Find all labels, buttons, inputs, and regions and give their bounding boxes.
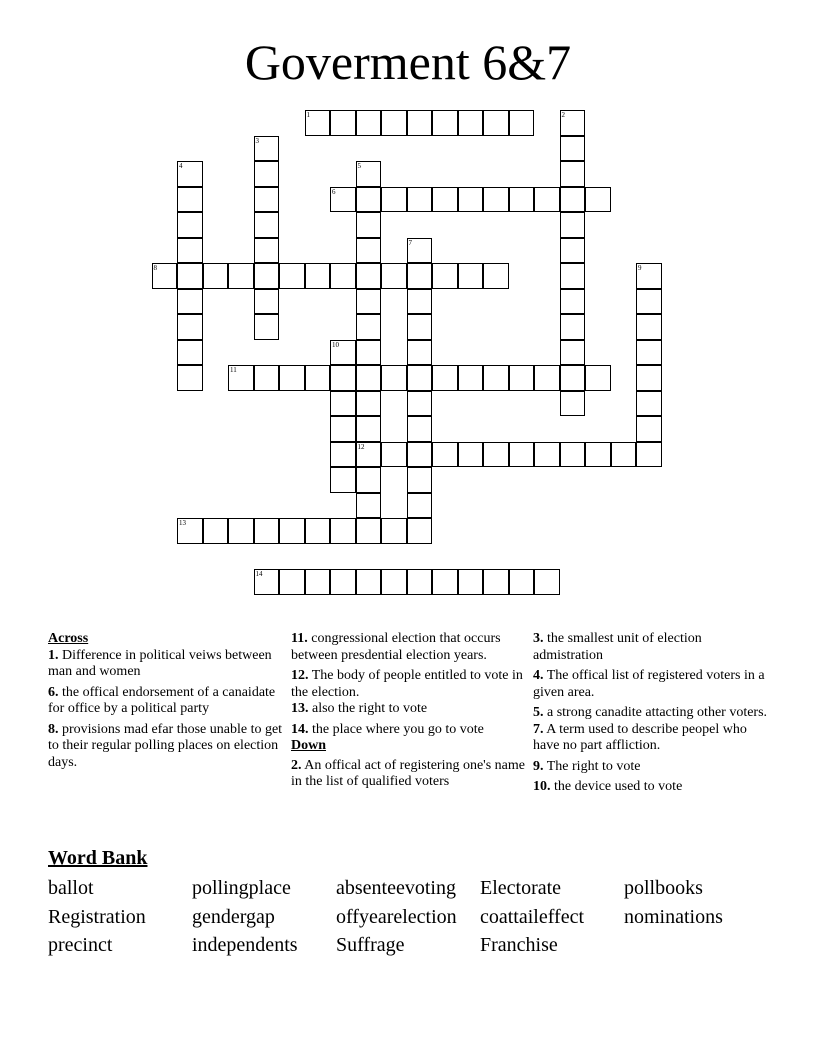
clue-across-6: 6. the offical endorsement of a canaidate for office by a political party [48, 684, 276, 716]
crossword-cell[interactable] [407, 569, 433, 595]
crossword-cell[interactable] [356, 365, 382, 391]
crossword-cell[interactable] [279, 365, 305, 391]
clue-down-10: 10. the device used to vote [533, 779, 683, 794]
crossword-cell[interactable] [356, 569, 382, 595]
clue-across-14: 14. the place where you go to vote [291, 721, 484, 737]
crossword-cell[interactable] [330, 263, 356, 289]
crossword-cell[interactable] [330, 569, 356, 595]
crossword-cell[interactable] [330, 416, 356, 442]
cell-number: 13 [179, 519, 186, 527]
crossword-cell[interactable] [177, 289, 203, 315]
crossword-cell[interactable] [254, 289, 280, 315]
clue-column-2 [291, 631, 527, 795]
word-bank-title: Word Bank [48, 847, 148, 869]
cell-number: 2 [561, 111, 565, 119]
crossword-cell[interactable] [483, 442, 509, 468]
cell-number: 1 [306, 111, 310, 119]
crossword-cell[interactable] [279, 263, 305, 289]
crossword-cell[interactable] [356, 187, 382, 213]
crossword-cell[interactable] [432, 365, 458, 391]
crossword-cell[interactable] [407, 416, 433, 442]
crossword-cell[interactable] [305, 263, 331, 289]
puzzle-title: Goverment 6&7 [244, 34, 572, 90]
crossword-cell[interactable] [177, 518, 203, 544]
cell-number: 3 [255, 136, 259, 145]
crossword-cell[interactable] [381, 110, 407, 136]
crossword-cell[interactable] [458, 442, 484, 468]
crossword-cell[interactable] [330, 442, 356, 468]
crossword-cell[interactable] [254, 136, 280, 162]
crossword-cell[interactable] [254, 518, 280, 544]
crossword-cell[interactable] [534, 187, 560, 213]
crossword-cell[interactable] [228, 365, 254, 391]
crossword-cell[interactable] [330, 467, 356, 493]
crossword-cell[interactable] [585, 187, 611, 213]
crossword-cell[interactable] [636, 416, 662, 442]
crossword-cell[interactable] [560, 238, 586, 264]
crossword-cell[interactable] [432, 263, 458, 289]
clue-down-3: 3. the smallest unit of election admistration [533, 631, 702, 663]
crossword-cell[interactable] [407, 289, 433, 315]
crossword-cell[interactable] [407, 314, 433, 340]
word-bank-item: pollbooks [624, 877, 703, 899]
word-bank-item: Franchise [480, 934, 558, 956]
clue-down-9: 9. The right to vote [533, 758, 641, 774]
crossword-cell[interactable] [560, 365, 586, 391]
crossword-cell[interactable] [560, 187, 586, 213]
word-bank [48, 874, 768, 960]
word-bank-item: coattaileffect [480, 905, 585, 928]
crossword-cell[interactable] [279, 518, 305, 544]
clue-down-4: 4. The offical list of registered voters in a given area. [533, 668, 765, 700]
crossword-cell[interactable] [330, 518, 356, 544]
crossword-cell[interactable] [407, 238, 433, 264]
cell-number: 14 [255, 570, 263, 578]
crossword-cell[interactable] [483, 365, 509, 391]
crossword-cell[interactable] [458, 569, 484, 595]
crossword-cell[interactable] [177, 365, 203, 391]
crossword-cell[interactable] [483, 110, 509, 136]
crossword-cell[interactable] [432, 442, 458, 468]
crossword-cell[interactable] [636, 365, 662, 391]
crossword-cell[interactable] [560, 391, 586, 417]
crossword-cell[interactable] [407, 493, 433, 519]
crossword-cell[interactable] [483, 263, 509, 289]
crossword-cell[interactable] [509, 110, 535, 136]
crossword-cell[interactable] [356, 238, 382, 264]
word-bank-item: precinct [48, 934, 113, 956]
crossword-cell[interactable] [407, 263, 433, 289]
crossword-cell[interactable] [432, 569, 458, 595]
crossword-cell[interactable] [254, 569, 280, 595]
crossword-cell[interactable] [305, 365, 331, 391]
crossword-cell[interactable] [381, 187, 407, 213]
crossword-cell[interactable] [152, 263, 178, 289]
crossword-cell[interactable] [254, 263, 280, 289]
clue-column-3 [533, 631, 773, 800]
word-bank-item: nominations [624, 905, 723, 928]
across-heading: Across [48, 631, 89, 646]
crossword-cell[interactable] [458, 187, 484, 213]
crossword-cell[interactable] [356, 161, 382, 187]
crossword-cell[interactable] [228, 263, 254, 289]
word-bank-item: gendergap [192, 905, 275, 928]
cell-number: 5 [357, 162, 361, 170]
crossword-cell[interactable] [534, 442, 560, 468]
crossword-cell[interactable] [177, 314, 203, 340]
crossword-cell[interactable] [585, 442, 611, 468]
crossword-cell[interactable] [636, 391, 662, 417]
crossword-cell[interactable] [305, 569, 331, 595]
crossword-cell[interactable] [356, 340, 382, 366]
crossword-cell[interactable] [356, 442, 382, 468]
clue-down-5: 5. a strong canadite attacting other voters. [533, 705, 768, 720]
cell-number: 7 [408, 238, 412, 247]
crossword-cell[interactable] [203, 263, 229, 289]
crossword-cell[interactable] [356, 110, 382, 136]
crossword-cell[interactable] [458, 110, 484, 136]
crossword-cell[interactable] [254, 238, 280, 264]
crossword-cell[interactable] [330, 365, 356, 391]
clue-across-12: 12. The body of people entitled to vote in the election. [291, 668, 523, 700]
word-bank-item: absenteevoting [336, 877, 456, 899]
crossword-cell[interactable] [509, 365, 535, 391]
crossword-cell[interactable] [509, 442, 535, 468]
crossword-cell[interactable] [177, 161, 203, 187]
crossword-cell[interactable] [177, 263, 203, 289]
word-bank-item: ballot [48, 877, 94, 899]
crossword-cell[interactable] [407, 365, 433, 391]
word-bank-item: offyearelection [336, 905, 457, 928]
crossword-cell[interactable] [636, 442, 662, 468]
crossword-cell[interactable] [534, 569, 560, 595]
crossword-cell[interactable] [636, 289, 662, 315]
crossword-cell[interactable] [356, 212, 382, 238]
cell-number: 12 [357, 442, 365, 451]
crossword-cell[interactable] [407, 518, 433, 544]
crossword-cell[interactable] [407, 340, 433, 366]
crossword-cell[interactable] [636, 314, 662, 340]
cell-number: 9 [638, 264, 642, 272]
crossword-cell[interactable] [330, 110, 356, 136]
crossword-cell[interactable] [534, 365, 560, 391]
crossword-cell[interactable] [560, 314, 586, 340]
cell-number: 10 [332, 340, 339, 349]
clue-across-8: 8. provisions mad efar those unable to get to their regular polling places on election days. [48, 721, 283, 770]
word-bank-item: Suffrage [336, 934, 405, 956]
crossword-cell[interactable] [356, 314, 382, 340]
cell-number: 11 [230, 366, 237, 374]
crossword-cell[interactable] [407, 391, 433, 417]
crossword-cell[interactable] [483, 187, 509, 213]
crossword-cell[interactable] [381, 263, 407, 289]
crossword-cell[interactable] [356, 289, 382, 315]
crossword-cell[interactable] [305, 518, 331, 544]
crossword-cell[interactable] [356, 391, 382, 417]
crossword-cell[interactable] [254, 212, 280, 238]
crossword-cell[interactable] [483, 569, 509, 595]
crossword-cell[interactable] [381, 569, 407, 595]
crossword-cell[interactable] [636, 340, 662, 366]
clue-across-13: 13. also the right to vote [291, 701, 428, 716]
clue-across-11: 11. congressional election that occurs between presdential election years. [291, 631, 501, 663]
crossword-cell[interactable] [611, 442, 637, 468]
crossword-cell[interactable] [407, 187, 433, 213]
crossword-cell[interactable] [330, 187, 356, 213]
crossword-cell[interactable] [636, 263, 662, 289]
cell-number: 6 [332, 187, 336, 196]
crossword-cell[interactable] [560, 289, 586, 315]
crossword-cell[interactable] [432, 110, 458, 136]
word-bank-item: Registration [48, 905, 146, 928]
crossword-cell[interactable] [177, 187, 203, 213]
crossword-cell[interactable] [432, 187, 458, 213]
crossword-cell[interactable] [305, 110, 331, 136]
crossword-cell[interactable] [356, 416, 382, 442]
clue-across-1: 1. Difference in political veiws between man and women [48, 647, 272, 679]
crossword-cell[interactable] [560, 136, 586, 162]
word-bank-item: pollingplace [192, 877, 291, 899]
clue-column-1 [48, 631, 284, 775]
clue-down-7: 7. A term used to describe peopel who have no part affliction. [533, 721, 747, 753]
crossword-cell[interactable] [228, 518, 254, 544]
crossword-cell[interactable] [381, 442, 407, 468]
crossword-cell[interactable] [330, 340, 356, 366]
crossword-cell[interactable] [254, 365, 280, 391]
word-bank-item: independents [192, 934, 298, 956]
crossword-cell[interactable] [407, 442, 433, 468]
crossword-cell[interactable] [458, 263, 484, 289]
crossword-cell[interactable] [381, 518, 407, 544]
crossword-cell[interactable] [356, 493, 382, 519]
word-bank-item: Electorate [480, 877, 562, 899]
cell-number: 4 [179, 162, 183, 170]
crossword-cell[interactable] [177, 238, 203, 264]
crossword-cell[interactable] [177, 212, 203, 238]
crossword-cell[interactable] [407, 110, 433, 136]
crossword-cell[interactable] [560, 212, 586, 238]
crossword-cell[interactable] [356, 467, 382, 493]
crossword-cell[interactable] [254, 314, 280, 340]
crossword-cell[interactable] [560, 442, 586, 468]
crossword-cell[interactable] [585, 365, 611, 391]
crossword-cell[interactable] [203, 518, 229, 544]
down-heading: Down [291, 738, 327, 753]
crossword-cell[interactable] [509, 187, 535, 213]
crossword-cell[interactable] [356, 518, 382, 544]
crossword-cell[interactable] [330, 391, 356, 417]
cell-number: 8 [153, 264, 157, 272]
clue-down-2: 2. An offical act of registering one's name in the list of qualified voters [291, 757, 525, 789]
crossword-cell[interactable] [254, 187, 280, 213]
crossword-cell[interactable] [381, 365, 407, 391]
crossword-cell[interactable] [356, 263, 382, 289]
crossword-cell[interactable] [560, 263, 586, 289]
crossword-cell[interactable] [560, 340, 586, 366]
crossword-cell[interactable] [177, 340, 203, 366]
crossword-cell[interactable] [509, 569, 535, 595]
crossword-cell[interactable] [560, 161, 586, 187]
crossword-cell[interactable] [560, 110, 586, 136]
crossword-cell[interactable] [458, 365, 484, 391]
crossword-cell[interactable] [279, 569, 305, 595]
crossword-cell[interactable] [254, 161, 280, 187]
crossword-cell[interactable] [407, 467, 433, 493]
